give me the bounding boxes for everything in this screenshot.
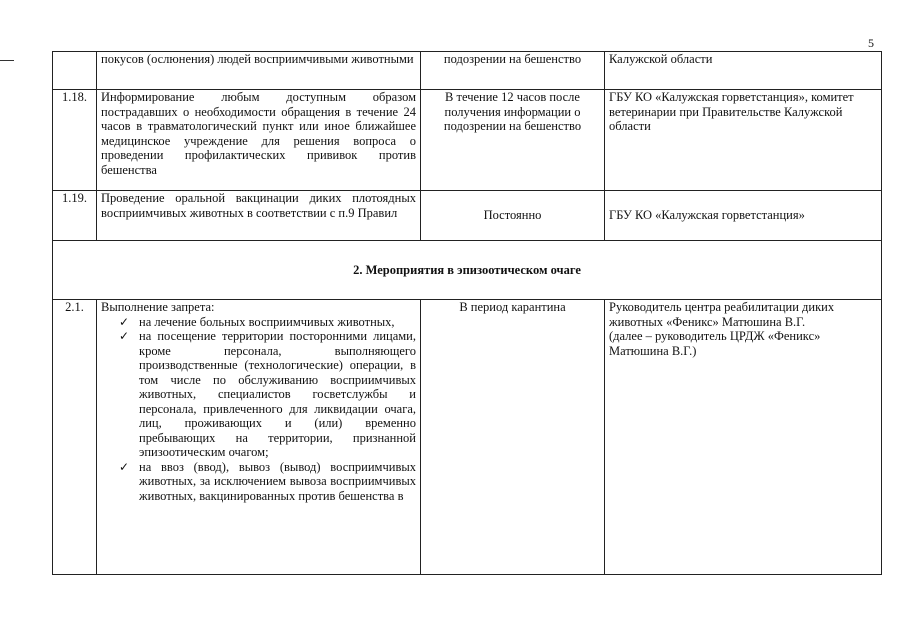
row-term: Постоянно [421, 191, 605, 241]
row-action [97, 300, 421, 575]
row-action: Информирование любым доступным образом пострадавших о необходимости обращения в течение 24 часов в травматологический пункт или иное ближайшее медицинское учреждение для решения вопроса о проведении профилактических прививок против бешенства [97, 90, 421, 191]
row-number: 1.19. [53, 191, 97, 241]
row-term: В период карантина [421, 300, 605, 575]
row-responsible: ГБУ КО «Калужская горветстанция» [605, 191, 882, 241]
row-responsible: ГБУ КО «Калужская горветстанция», комитет ветеринарии при Правительстве Калужской области [605, 90, 882, 191]
row-responsible: Калужской области [605, 52, 882, 90]
row-number [53, 52, 97, 90]
table-row [53, 300, 882, 575]
margin-tick [0, 60, 14, 61]
responsible-line: Руководитель центра реабилитации диких животных «Феникс» Матюшина В.Г. [609, 300, 835, 329]
row-responsible [605, 300, 882, 575]
list-item-text: на посещение территории посторонними лицами, кроме персонала, выполняющего производственные (технологические) операции, в том числе по обслуживанию восприимчивых животных, специалистов госветслужбы и персонала, привлеченного для ликвидации очага, лиц, проживающих и (или) временно пребывающих на территории, признанной эпизоотическим очагом; [139, 329, 416, 459]
check-icon: ✓ [119, 314, 130, 329]
row-number: 1.18. [53, 90, 97, 191]
row-action: Проведение оральной вакцинации диких плотоядных восприимчивых животных в соответствии с п.9 Правил [97, 191, 421, 241]
table-row [53, 90, 882, 191]
check-icon: ✓ [119, 329, 130, 343]
prohibition-intro: Выполнение запрета: [101, 300, 215, 314]
section-row [53, 241, 882, 300]
section-title: 2. Мероприятия в эпизоотическом очаге [53, 241, 882, 300]
responsible-line: (далее – руководитель ЦРДЖ «Феникс» Матюшина В.Г.) [609, 329, 821, 358]
check-icon: ✓ [119, 459, 130, 474]
list-item [117, 460, 416, 504]
measures-table [52, 51, 882, 575]
page-number: 5 [868, 36, 874, 50]
row-action: покусов (ослюнения) людей восприимчивыми животными [97, 52, 421, 90]
table-row [53, 191, 882, 241]
list-item [117, 329, 416, 460]
prohibition-list [101, 315, 416, 504]
list-item [117, 315, 416, 330]
list-item-text: на лечение больных восприимчивых животных, [139, 314, 395, 329]
row-term: подозрении на бешенство [421, 52, 605, 90]
list-item-text: на ввоз (ввод), вывоз (вывод) восприимчивых животных, за исключением вывоза восприимчивых животных, вакцинированных против бешенства в [139, 459, 416, 503]
row-term: В течение 12 часов после получения информации о подозрении на бешенство [421, 90, 605, 191]
table-row [53, 52, 882, 90]
row-number: 2.1. [53, 300, 97, 575]
